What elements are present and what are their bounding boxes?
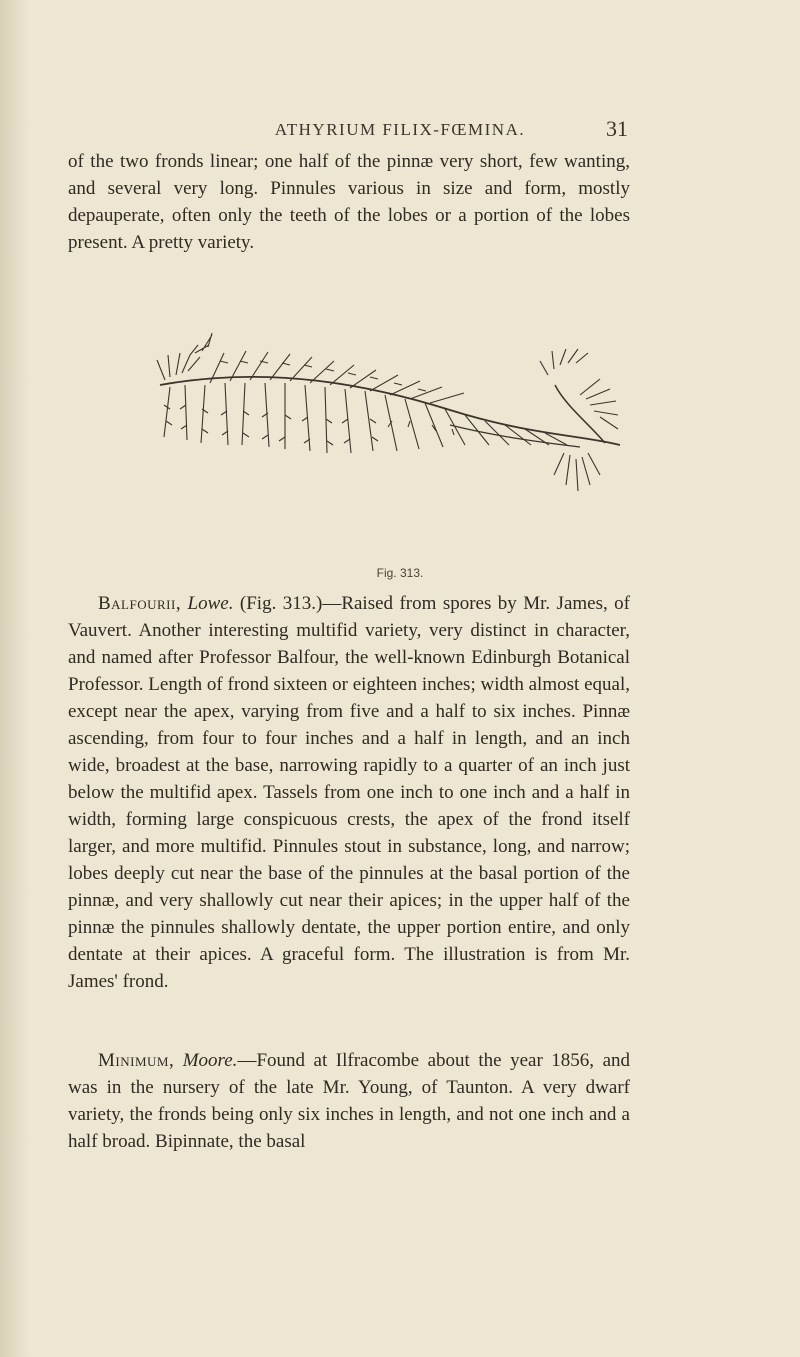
variety-name: Minimum, xyxy=(98,1050,175,1071)
variety-name: Balfourii, xyxy=(98,593,182,614)
author-name: Lowe. xyxy=(187,593,234,614)
figure-caption: Fig. 313. xyxy=(376,566,424,580)
pinnae-lower xyxy=(164,383,567,453)
fern-frond-engraving xyxy=(150,325,650,555)
running-title: ATHYRIUM FILIX-FŒMINA. xyxy=(274,120,526,139)
entry-minimum xyxy=(68,1047,630,1155)
page-gutter-shadow xyxy=(0,0,30,1357)
author-name: Moore. xyxy=(182,1050,238,1071)
paragraph-continuation: of the two fronds linear; one half of the pinnæ very short, few wanting, and several very long. Pinnules various in size and form, mostly depauperate, often only the teeth of the lobes or a portion of the lobes present. A pretty variety. xyxy=(68,151,630,253)
entry-description: (Fig. 313.)—Raised from spores by Mr. James, of Vauvert. Another interesting multifid variety, very distinct in character, and named after Professor Balfour, the well-known Edinburgh Botanical Professor. Length of frond sixteen or eighteen inches; width almost equal, except near the apex, varying from five and a half to six inches. Pinnæ ascending, from four to four inches and a half in length, and an inch wide, broadest at the base, narrowing rapidly to a quarter of an inch just below the multifid apex. Tassels from one inch to one inch and a half in width, forming large conspicuous crests, the apex of the frond itself larger, and more multifid. Pinnules stout in substance, long, and narrow; lobes deeply cut near the base of the pinnules at the basal portion of the pinnæ, and very shallowly cut near their apices; in the upper half of the pinnæ the pinnules shallowly dentate, the upper portion entire, and only dentate at their apices. A graceful form. The illustration is from Mr. James' frond. xyxy=(68,593,630,992)
running-head xyxy=(0,116,800,150)
fern-frond-illustration xyxy=(150,325,650,555)
frond-rachis xyxy=(160,377,620,445)
page-number: 31 xyxy=(606,116,628,141)
entry-description: —Found at Ilfracombe about the year 1856, and was in the nursery of the late Mr. Young, of Taunton. A very dwarf variety, the fronds being only six inches in length, and not one inch and a half broad. Bipinnate, the basal xyxy=(68,1050,631,1152)
apex-tassel-crest xyxy=(157,333,212,380)
basal-tassel-crest xyxy=(450,349,618,491)
entry-balfourii xyxy=(68,590,630,995)
